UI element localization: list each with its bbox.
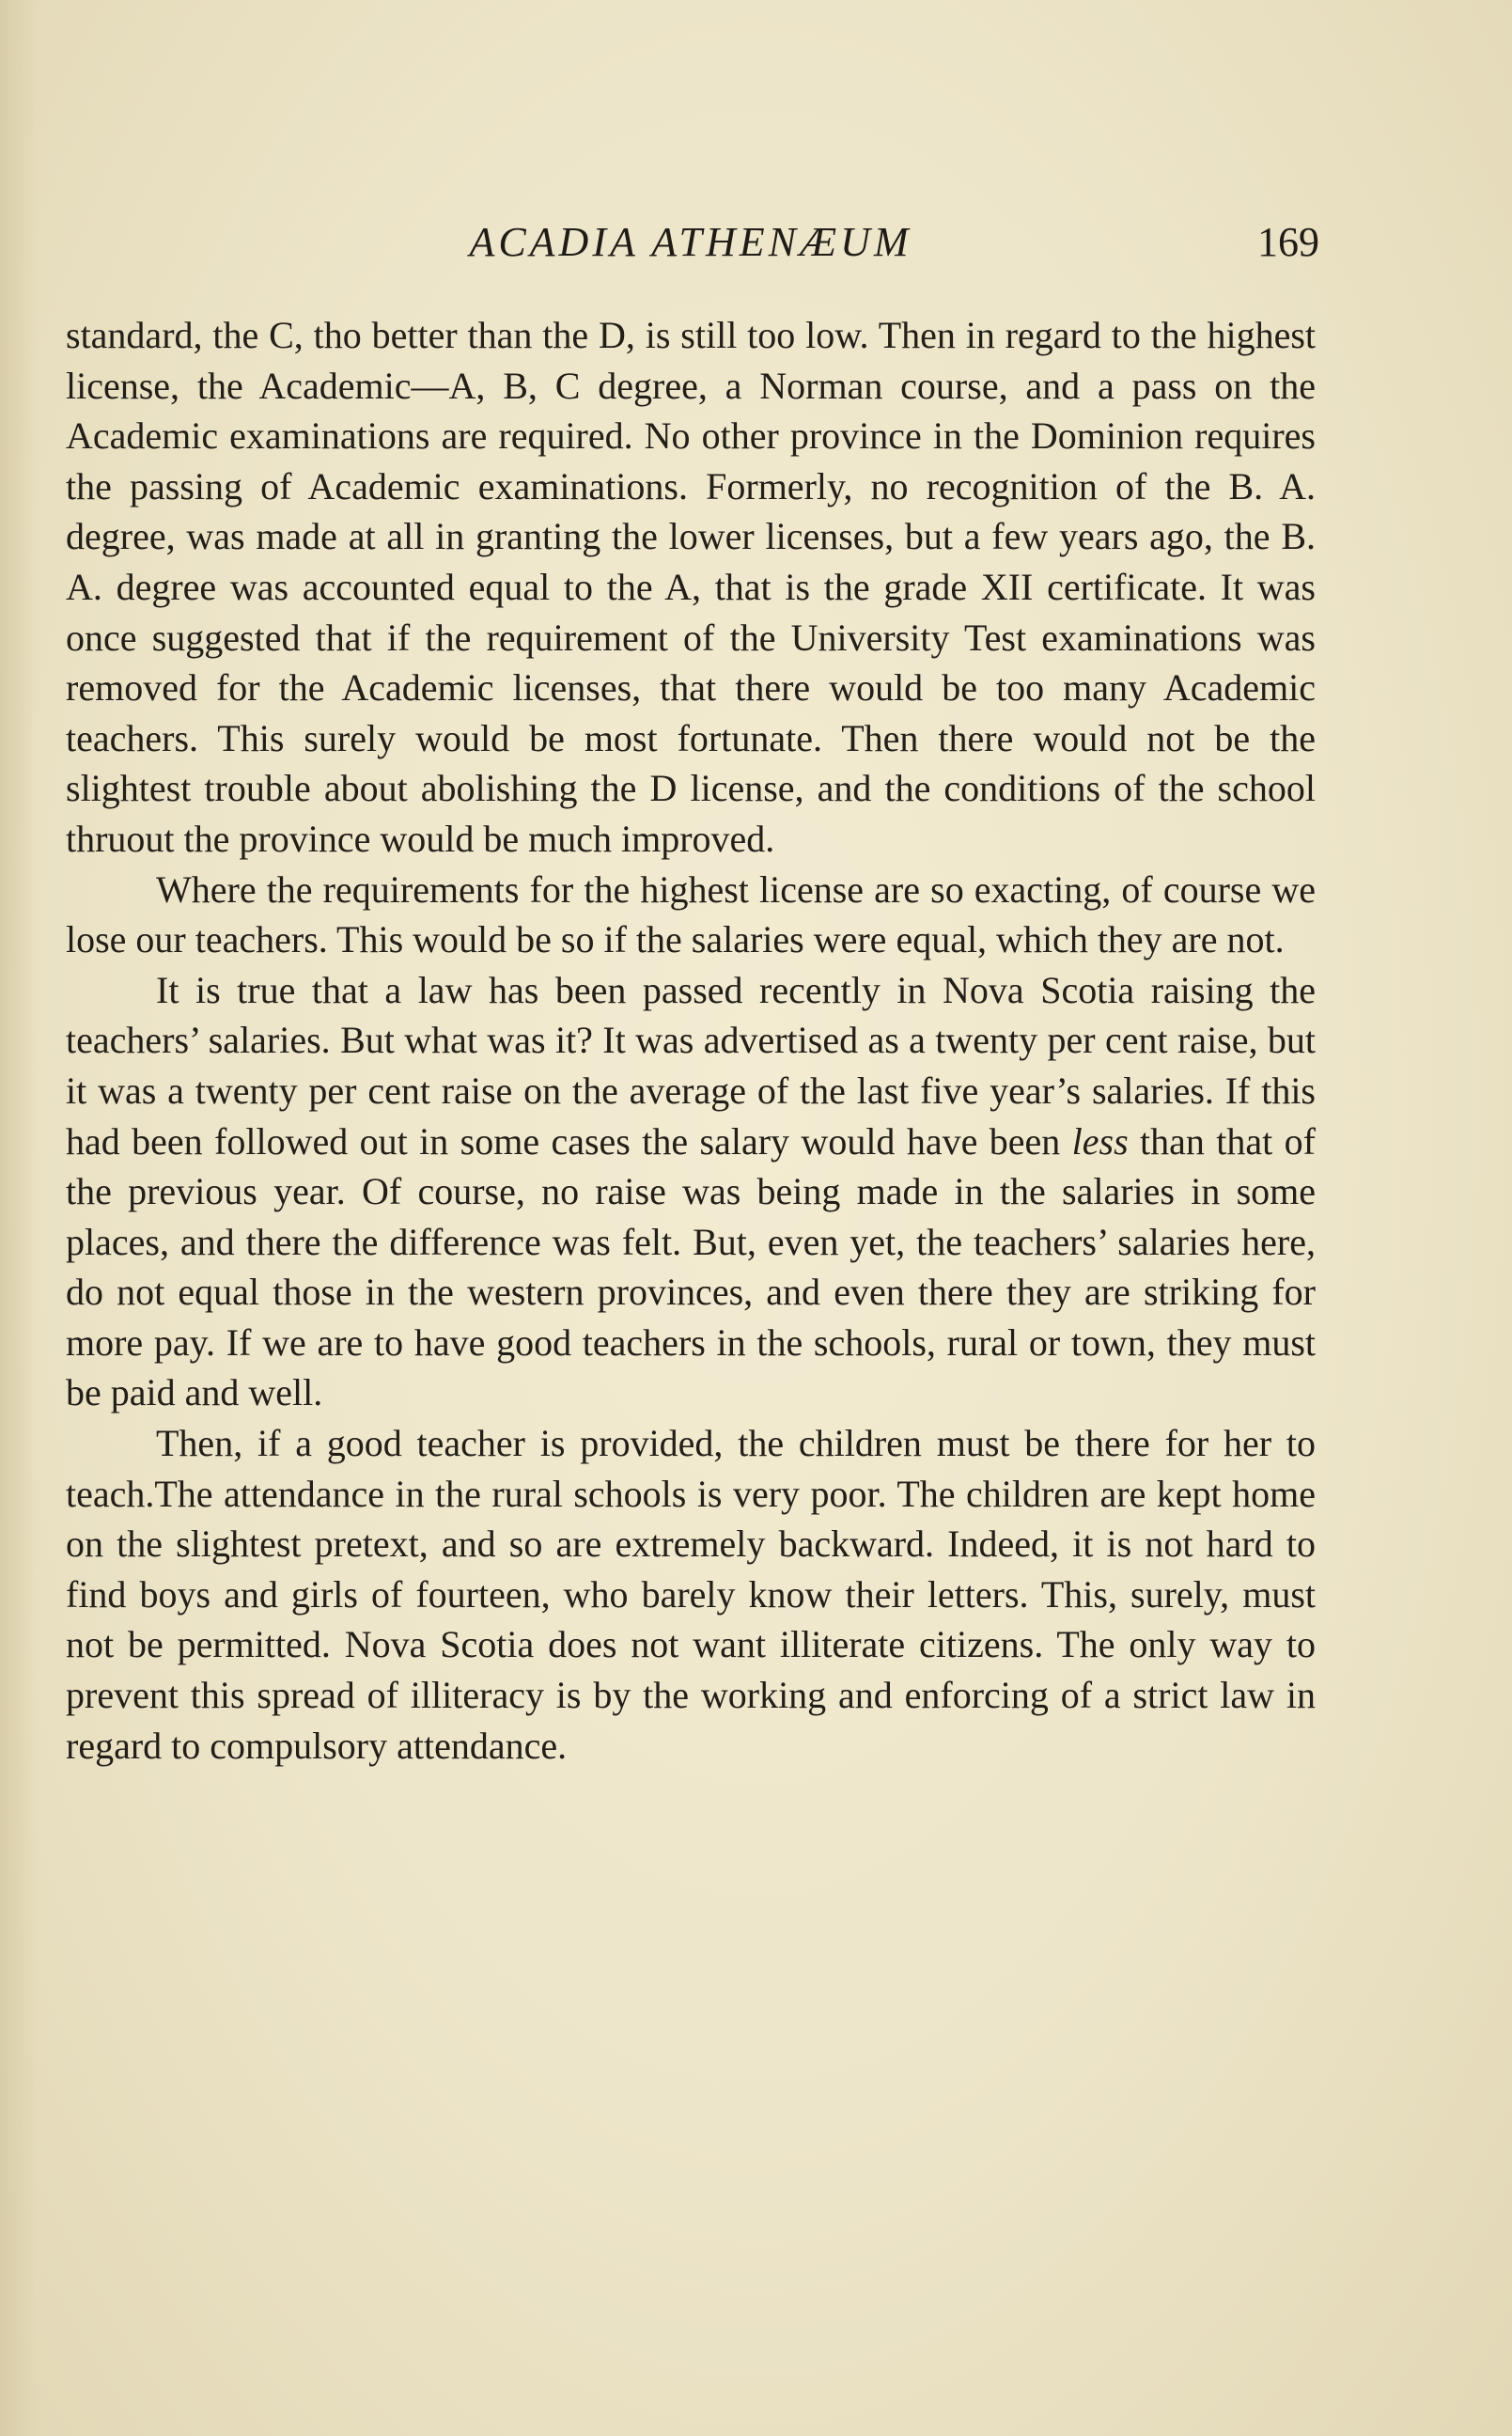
emphasis-less: less <box>1071 1119 1129 1163</box>
paragraph-4: Then, if a good teacher is provided, the children must be there for her to teach.The attendance in the rural schools is very poor. The children are kept home on the slightest pretext, and so are extremely backward. Indeed, it is not hard to find boys and girls of fourteen, who barely know their letters. This, surely, must not be permitted. Nova Scotia does not want illiterate citizens. The only way to prevent this spread of illiteracy is by the working and enforcing of a strict law in regard to compulsory attendance. <box>66 1422 1316 1767</box>
body-text <box>66 310 1316 1771</box>
paragraph-3: It is true that a law has been passed recently in Nova Scotia raising the teachers’ salaries. But what was it? It was advertised as a twenty per cent raise, but it was a twenty per cent raise on the average of the last five year’s salaries. If this had been followed out in some cases the salary would have been less than that of the previous year. Of course, no raise was being made in the salaries in some places, and there the difference was felt. But, even yet, the teachers’ salaries here, do not equal those in the western provinces, and even there they are striking for more pay. If we are to have good teachers in the schools, rural or town, they must be paid and well. <box>66 968 1316 1414</box>
page-shadow <box>0 0 38 2436</box>
paragraph-2: Where the requirements for the highest license are so exacting, of course we lose our teachers. This would be so if the salaries were equal, which they are not. <box>66 867 1316 961</box>
running-header <box>66 218 1319 284</box>
paragraph-1: standard, the C, tho better than the D, is still too low. Then in regard to the highest license, the Academic—A, B, C degree, a Norman course, and a pass on the Academic examinations are required. No other province in the Dominion requires the passing of Academic examinations. Formerly, no recognition of the B. A. degree, was made at all in granting the lower licenses, but a few years ago, the B. A. degree was accounted equal to the A, that is the grade XII certificate. It was once suggested that if the requirement of the University Test examinations was removed for the Academic licenses, that there would be too many Academic teachers. This surely would be most fortunate. Then there would not be the slightest trouble about abolishing the D license, and the conditions of the school thruout the province would be much improved. <box>66 314 1316 860</box>
page-number: 169 <box>1257 219 1319 265</box>
running-title: ACADIA ATHENÆUM <box>469 219 912 265</box>
